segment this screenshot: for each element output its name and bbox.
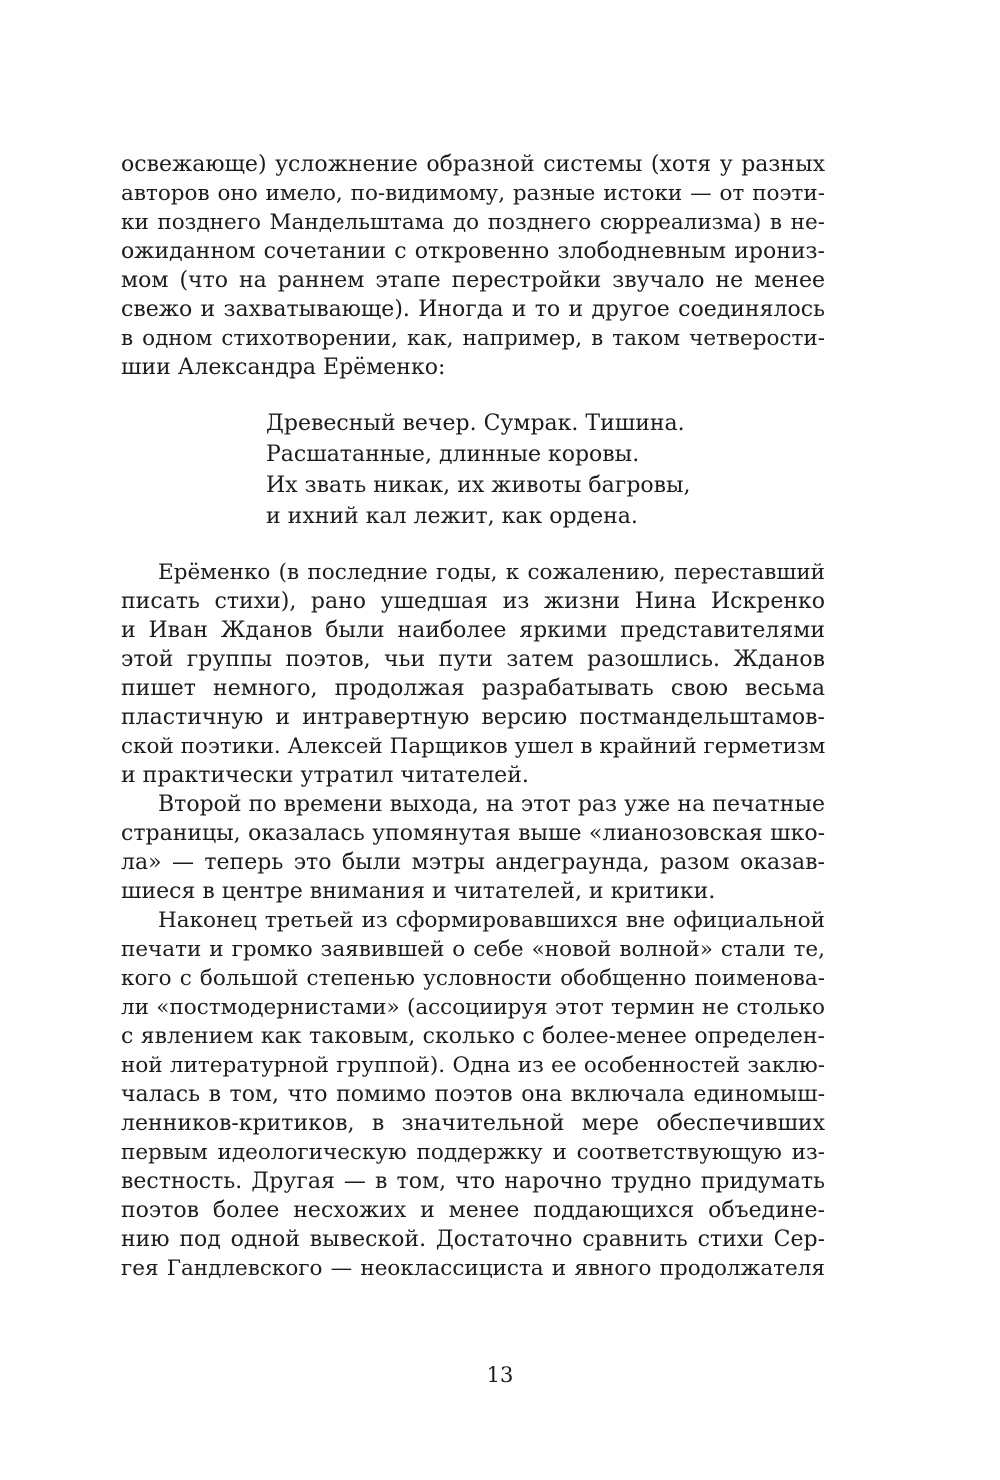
paragraph-1 [121, 150, 825, 382]
text-line: этой группы поэтов, чьи пути затем разошлись. Жданов [121, 647, 825, 672]
text-line: Второй по времени выхода, на этот раз уже на печатные [158, 792, 825, 817]
text-line: страницы, оказалась упомянутая выше «лианозовская шко- [121, 821, 825, 846]
text-line: ла» — теперь это были мэтры андеграунда, разом оказав- [121, 850, 825, 875]
text-line: писать стихи), рано ушедшая из жизни Нина Искренко [121, 589, 825, 614]
text-line: и практически утратил читателей. [121, 763, 529, 788]
paragraph-4 [121, 906, 825, 1283]
page-number: 13 [486, 1363, 514, 1387]
paragraph-3 [121, 790, 825, 906]
text-line: ли «постмодернистами» (ассоциируя этот термин не столько [121, 995, 825, 1020]
text-line: печати и громко заявившей о себе «новой волной» стали те, [121, 937, 825, 962]
text-line: с явлением как таковым, сколько с более-менее определен- [121, 1024, 825, 1049]
text-line: Наконец третьей из сформировавшихся вне официальной [158, 908, 825, 933]
text-line: ской поэтики. Алексей Парщиков ушел в крайний герметизм [121, 734, 826, 759]
text-line: и Иван Жданов были наиболее яркими представителями [121, 618, 825, 643]
text-line: вестность. Другая — в том, что нарочно трудно придумать [121, 1169, 825, 1194]
text-line: ной литературной группой). Одна из ее особенностей заклю- [121, 1053, 825, 1078]
text-line: пластичную и интравертную версию постмандельштамов- [121, 705, 825, 730]
poem-line: Их звать никак, их животы багровы, [266, 473, 691, 498]
text-line: нию под одной вывеской. Достаточно сравнить стихи Сер- [121, 1227, 825, 1252]
text-line: гея Гандлевского — неоклассициста и явного продолжателя [121, 1256, 825, 1281]
text-line: шиеся в центре внимания и читателей, и критики. [121, 879, 716, 904]
text-line: шии Александра Ерёменко: [121, 355, 446, 380]
text-line: поэтов более несхожих и менее поддающихся объедине- [121, 1198, 825, 1223]
text-line: освежающе) усложнение образной системы (хотя у разных [121, 152, 825, 177]
text-line: первым идеологическую поддержку и соответствующую из- [121, 1140, 825, 1165]
text-line: свежо и захватывающе). Иногда и то и другое соединялось [121, 297, 825, 322]
poem-line: Расшатанные, длинные коровы. [266, 442, 640, 467]
text-line: кого с большой степенью условности обобщенно поименова- [121, 966, 825, 991]
text-line: ожиданном сочетании с откровенно злободневным ирониз- [121, 239, 825, 264]
text-line: ки позднего Мандельштама до позднего сюрреализма) в не- [121, 210, 825, 235]
poem-quatrain [266, 408, 766, 532]
poem-line: и ихний кал лежит, как ордена. [266, 504, 638, 529]
text-line: ленников-критиков, в значительной мере обеспечивших [121, 1111, 825, 1136]
text-line: чалась в том, что помимо поэтов она включала единомыш- [121, 1082, 825, 1107]
text-line: в одном стихотворении, как, например, в таком четверости- [121, 326, 825, 351]
text-line: авторов оно имело, по-видимому, разные истоки — от поэти- [121, 181, 825, 206]
paragraph-2 [121, 558, 825, 790]
text-line: пишет немного, продолжая разрабатывать свою весьма [121, 676, 825, 701]
text-line: мом (что на раннем этапе перестройки звучало не менее [121, 268, 825, 293]
text-line: Ерёменко (в последние годы, к сожалению, переставший [158, 560, 825, 585]
poem-line: Древесный вечер. Сумрак. Тишина. [266, 411, 685, 436]
